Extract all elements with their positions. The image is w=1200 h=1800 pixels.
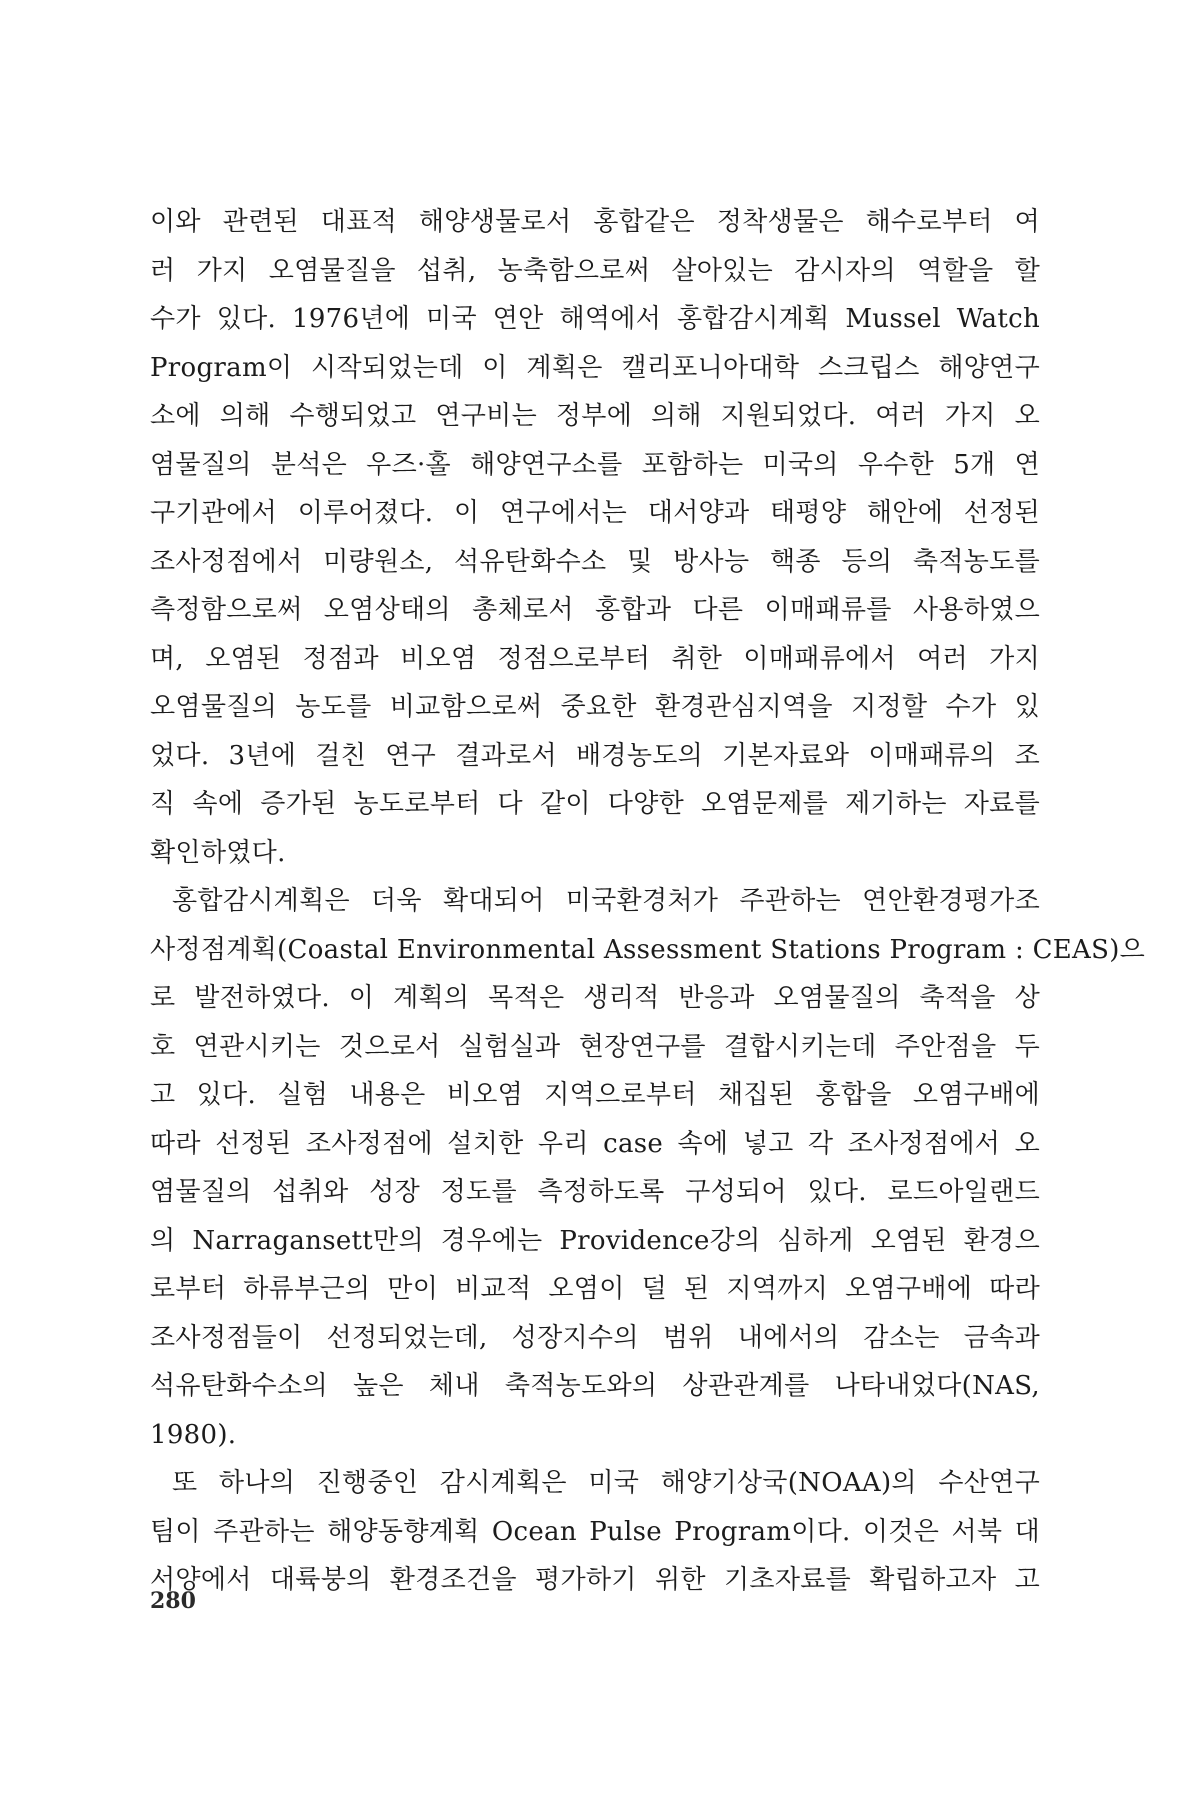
text-line: 따라 선정된 조사정점에 설치한 우리 case 속에 넣고 각 조사정점에서 오 <box>150 1128 1040 1159</box>
text-line: 또 하나의 진행중인 감시계획은 미국 해양기상국(NOAA)의 수산연구 <box>172 1468 1040 1498</box>
text-line: 이와 관련된 대표적 해양생물로서 홍합같은 정착생물은 해수로부터 여 <box>150 207 1040 237</box>
text-line: 확인하였다. <box>150 837 286 868</box>
text-line: 소에 의해 수행되었고 연구비는 정부에 의해 지원되었다. 여러 가지 오 <box>150 401 1040 431</box>
text-line: 측정함으로써 오염상태의 총체로서 홍합과 다른 이매패류를 사용하였으 <box>150 595 1040 625</box>
page-number: 280 <box>150 1588 196 1614</box>
text-line: 1980). <box>150 1419 237 1450</box>
text-line: 구기관에서 이루어졌다. 이 연구에서는 대서양과 태평양 해안에 선정된 <box>150 498 1040 528</box>
text-line: 직 속에 증가된 농도로부터 다 같이 다양한 오염문제를 제기하는 자료를 <box>150 789 1040 819</box>
text-line: 팀이 주관하는 해양동향계획 Ocean Pulse Program이다. 이것은 서북 대 <box>150 1516 1040 1547</box>
text-line: 오염물질의 농도를 비교함으로써 중요한 환경관심지역을 지정할 수가 있 <box>150 692 1040 722</box>
body-text <box>150 198 1146 1605</box>
text-line: 의 Narragansett만의 경우에는 Providence강의 심하게 오염된 환경으 <box>150 1225 1040 1256</box>
text-line: 러 가지 오염물질을 섭취, 농축함으로써 살아있는 감시자의 역할을 할 <box>150 255 1040 286</box>
text-line: 조사정점에서 미량원소, 석유탄화수소 및 방사능 핵종 등의 축적농도를 <box>150 546 1040 577</box>
text-line: 사정점계획(Coastal Environmental Assessment Stations Program : CEAS)으 <box>150 934 1146 965</box>
text-line: Program이 시작되었는데 이 계획은 캘리포니아대학 스크립스 해양연구 <box>150 352 1040 383</box>
text-line: 석유탄화수소의 높은 체내 축적농도와의 상관관계를 나타내었다(NAS, <box>150 1371 1040 1401</box>
text-line: 홍합감시계획은 더욱 확대되어 미국환경처가 주관하는 연안환경평가조 <box>172 886 1040 916</box>
text-line: 염물질의 섭취와 성장 정도를 측정하도록 구성되어 있다. 로드아일랜드 <box>150 1177 1040 1207</box>
text-line: 호 연관시키는 것으로서 실험실과 현장연구를 결합시키는데 주안점을 두 <box>150 1031 1040 1062</box>
text-line: 며, 오염된 정점과 비오염 정점으로부터 취한 이매패류에서 여러 가지 <box>150 643 1040 674</box>
text-line: 었다. 3년에 걸친 연구 결과로서 배경농도의 기본자료와 이매패류의 조 <box>150 740 1040 771</box>
text-line: 고 있다. 실험 내용은 비오염 지역으로부터 채집된 홍합을 오염구배에 <box>150 1080 1040 1110</box>
text-line: 수가 있다. 1976년에 미국 연안 해역에서 홍합감시계획 Mussel Watch <box>150 304 1040 334</box>
text-line: 염물질의 분석은 우즈·홀 해양연구소를 포함하는 미국의 우수한 5개 연 <box>150 449 1040 480</box>
text-line: 서양에서 대륙붕의 환경조건을 평가하기 위한 기초자료를 확립하고자 고 <box>150 1565 1040 1595</box>
text-line: 조사정점들이 선정되었는데, 성장지수의 범위 내에서의 감소는 금속과 <box>150 1322 1040 1353</box>
text-line: 로 발전하였다. 이 계획의 목적은 생리적 반응과 오염물질의 축적을 상 <box>150 983 1040 1013</box>
text-line: 로부터 하류부근의 만이 비교적 오염이 덜 된 지역까지 오염구배에 따라 <box>150 1274 1040 1304</box>
